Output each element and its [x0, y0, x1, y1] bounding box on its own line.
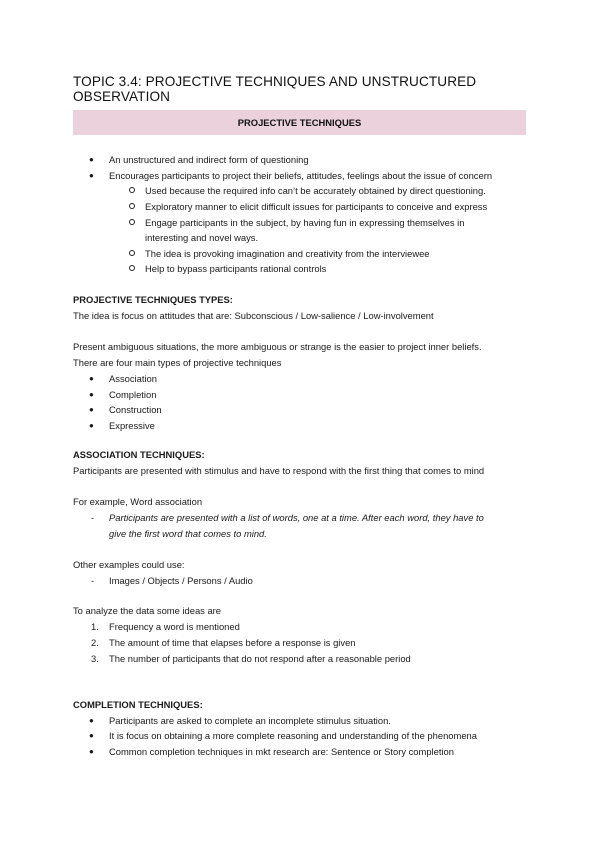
example-text-continuation: give the first word that comes to mind. [109, 528, 267, 539]
bullet-icon: ● [89, 405, 94, 414]
sub-list-item: Engage participants in the subject, by having fun in expressing themselves in [145, 217, 465, 228]
bullet-icon: ● [89, 171, 94, 180]
numbered-item: Frequency a word is mentioned [109, 621, 240, 632]
sub-list-item: Help to bypass participants rational controls [145, 263, 327, 274]
circle-bullet-icon [129, 265, 135, 271]
association-heading: ASSOCIATION TECHNIQUES: [73, 449, 205, 460]
numbered-item: The number of participants that do not respond after a reasonable period [109, 653, 411, 664]
sub-list-item-continuation: interesting and novel ways. [145, 232, 259, 243]
bullet-icon: ● [89, 374, 94, 383]
list-number: 1. [91, 621, 99, 632]
bullet-icon: ● [89, 155, 94, 164]
association-description: Participants are presented with stimulus and have to respond with the first thing that comes to mind [73, 465, 485, 476]
list-number: 2. [91, 637, 99, 648]
completion-heading: COMPLETION TECHNIQUES: [73, 699, 203, 710]
example-text: Participants are presented with a list of words, one at a time. After each word, they have to [109, 512, 484, 523]
list-item: Expressive [109, 420, 155, 431]
bullet-icon: ● [89, 716, 94, 725]
bullet-icon: ● [89, 747, 94, 756]
other-examples-label: Other examples could use: [73, 559, 185, 570]
types-paragraph: There are four main types of projective techniques [73, 357, 282, 368]
sub-list-item: The idea is provoking imagination and creativity from the interviewee [145, 248, 430, 259]
list-item: An unstructured and indirect form of questioning [109, 154, 309, 165]
list-item: It is focus on obtaining a more complete reasoning and understanding of the phenomena [109, 730, 477, 741]
sub-list-item: Used because the required info can’t be accurately obtained by direct questioning. [145, 185, 486, 196]
dash-bullet-icon: - [91, 512, 95, 523]
types-paragraph: Present ambiguous situations, the more ambiguous or strange is the easier to project inner beliefs. [73, 341, 482, 352]
bullet-icon: ● [89, 421, 94, 430]
list-item: Construction [109, 404, 162, 415]
circle-bullet-icon [129, 219, 135, 225]
list-item: Association [109, 373, 157, 384]
bullet-icon: ● [89, 731, 94, 740]
bullet-icon: ● [89, 390, 94, 399]
numbered-item: The amount of time that elapses before a response is given [109, 637, 356, 648]
list-item: Participants are asked to complete an incomplete stimulus situation. [109, 715, 391, 726]
list-item: Encourages participants to project their beliefs, attitudes, feelings about the issue of concern [109, 170, 493, 181]
analyze-label: To analyze the data some ideas are [73, 605, 222, 616]
types-heading: PROJECTIVE TECHNIQUES TYPES: [73, 294, 233, 305]
other-examples-items: Images / Objects / Persons / Audio [109, 575, 253, 586]
dash-bullet-icon: - [91, 575, 95, 586]
circle-bullet-icon [129, 250, 135, 256]
example-label: For example, Word association [73, 496, 203, 507]
list-item: Common completion techniques in mkt research are: Sentence or Story completion [109, 746, 454, 757]
types-focus: The idea is focus on attitudes that are: Subconscious / Low-salience / Low-involvement [73, 310, 434, 321]
circle-bullet-icon [129, 203, 135, 209]
list-number: 3. [91, 653, 99, 664]
sub-list-item: Exploratory manner to elicit difficult issues for participants to conceive and express [145, 201, 488, 212]
page-title: TOPIC 3.4: PROJECTIVE TECHNIQUES AND UNSTRUCTURED OBSERVATION [73, 74, 477, 104]
list-item: Completion [109, 389, 157, 400]
circle-bullet-icon [129, 187, 135, 193]
section-banner: PROJECTIVE TECHNIQUES [73, 110, 526, 135]
